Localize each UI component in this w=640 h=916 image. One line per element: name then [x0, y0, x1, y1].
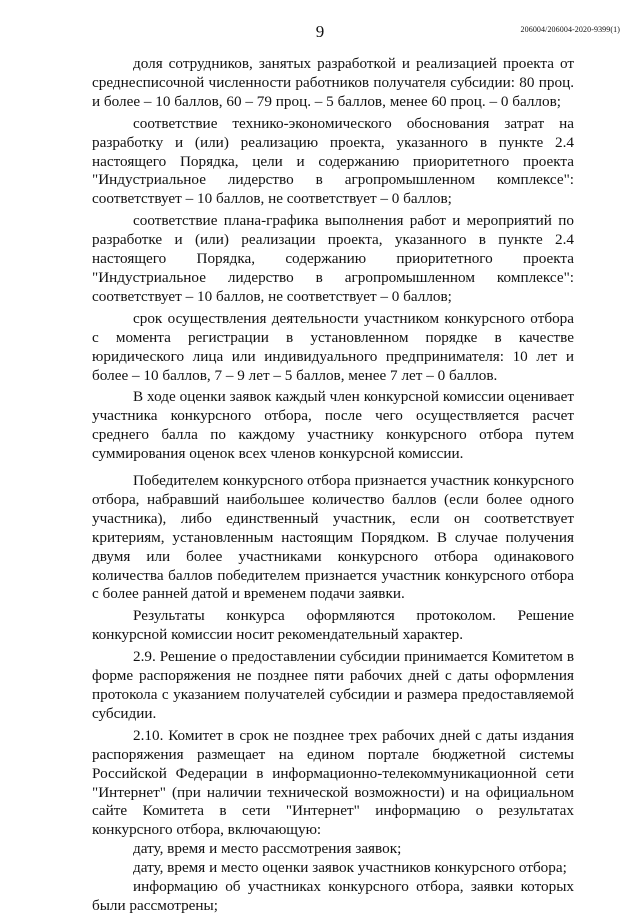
list-item-review-date: дату, время и место рассмотрения заявок; [133, 840, 402, 858]
paragraph-staff-share: доля сотрудников, занятых разработкой и реализацией проекта от среднесписочной численности работников получателя субсидии: 80 проц. и более – 10 баллов, 60 – 79 проц. – 5 баллов, менее 60 проц. – 0 баллов; [92, 55, 574, 110]
list-item-evaluation-date: дату, время и место оценки заявок участников конкурсного отбора; [133, 859, 567, 877]
paragraph-winner: Победителем конкурсного отбора признается участник конкурсного отбора, набравший наибольшее количество баллов (если более одного участника), либо единственный участник, если он соответствует критериям, установленным настоящим Порядком. В случае получения двумя или более участниками конкурсного отбора одинакового количества баллов победителем признается участник конкурсного отбора с более ранней датой и временем подачи заявки. [92, 472, 574, 603]
list-item-participants: информацию об участниках конкурсного отбора, заявки которых были рассмотрены; [92, 878, 574, 914]
paragraph-2-10: 2.10. Комитет в срок не позднее трех рабочих дней с даты издания распоряжения размещает на едином портале бюджетной системы Российской Федерации в информационно-телекоммуникационной сети "Интернет" (при наличии технической возможности) и на официальном сайте Комитета в сети "Интернет" информацию о результатах конкурсного отбора, включающую: [92, 726, 574, 839]
page-number: 9 [315, 22, 325, 41]
paragraph-schedule: соответствие плана-графика выполнения работ и мероприятий по разработке и (или) реализации проекта, указанного в пункте 2.4 настоящего Порядка, содержанию приоритетного проекта "Индустриальное лидерство в агропромышленном комплексе": соответствует – 10 баллов, не соответствует – 0 баллов; [92, 212, 574, 305]
paragraph-feasibility: соответствие технико-экономического обоснования затрат на разработку и (или) реализацию проекта, указанного в пункте 2.4 настоящего Порядка, цели и содержанию приоритетного проекта "Индустриальное лидерство в агропромышленном комплексе": соответствует – 10 баллов, не соответствует – 0 баллов; [92, 114, 574, 208]
document-id: 206004/206004-2020-9399(1) [520, 25, 620, 34]
paragraph-activity-term: срок осуществления деятельности участником конкурсного отбора с момента регистрации в установленном порядке в качестве юридического лица или индивидуального предпринимателя: 10 лет и более – 10 баллов, 7 – 9 лет – 5 баллов, менее 7 лет – 0 баллов. [92, 309, 574, 384]
paragraph-2-9: 2.9. Решение о предоставлении субсидии принимается Комитетом в форме распоряжения не позднее пяти рабочих дней с даты оформления протокола с указанием получателей субсидии и размера предоставляемой субсидии. [92, 648, 574, 722]
paragraph-results: Результаты конкурса оформляются протоколом. Решение конкурсной комиссии носит рекомендательный характер. [92, 607, 574, 644]
paragraph-evaluation: В ходе оценки заявок каждый член конкурсной комиссии оценивает участника конкурсного отбора, после чего осуществляется расчет среднего балла по каждому участнику конкурсного отбора путем суммирования оценок всех членов конкурсной комиссии. [92, 388, 574, 463]
document-body [92, 55, 574, 916]
